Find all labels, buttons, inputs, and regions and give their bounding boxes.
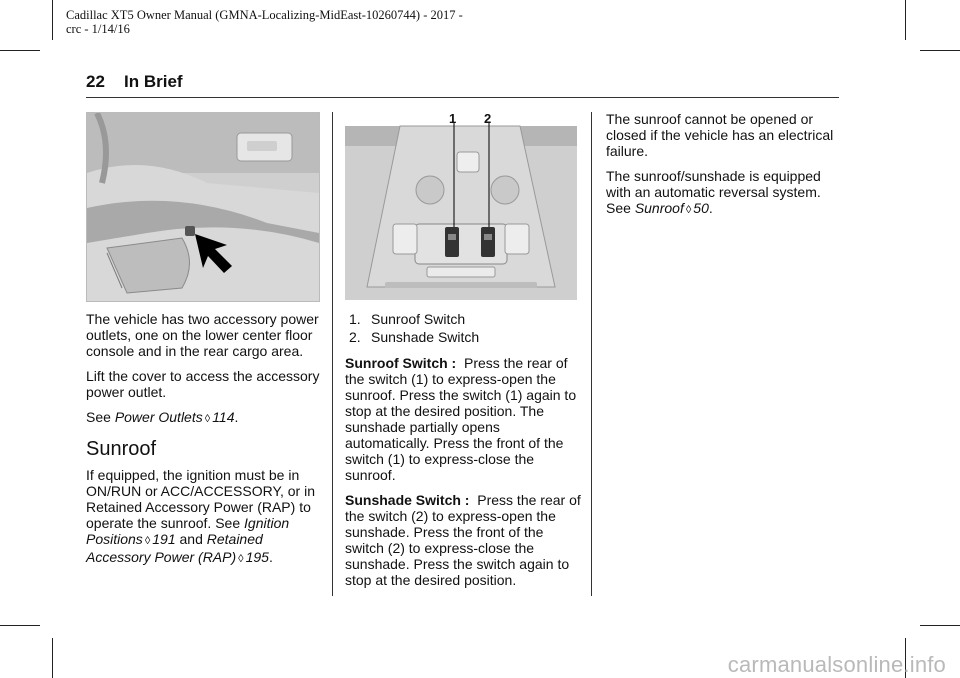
crop-mark-bl-h [0,625,40,626]
legend-text: Sunshade Switch [371,329,480,345]
reversal-system-note [606,168,838,218]
callout-2: 2 [484,111,492,126]
column-divider-2 [591,112,592,596]
sunshade-switch-paragraph [345,492,581,588]
sunroof-see-prefix: See [215,515,245,531]
crop-mark-tr-h [920,50,960,51]
page-number: 22 [86,72,105,91]
legend-item [349,311,581,327]
outlet-instruction: Lift the cover to access the accessory power outlet. [86,368,320,400]
and-text: and [175,531,207,547]
legend-number: 2. [349,329,361,345]
sunshade-switch-text: Press the rear of the switch (2) to express-open the sunshade. Press the front of the switch (2) to express-close the sunshade. Press the switch again to stop at the desired position. [345,492,581,588]
rap-link[interactable]: Retained Accessory Power (RAP) [86,531,263,565]
sunshade-switch-label: Sunshade Switch : [345,492,470,508]
legend-item [349,329,581,345]
section-title: In Brief [124,72,183,91]
sunroof-switch-label: Sunroof Switch : [345,355,457,371]
crop-mark-tl-h [0,50,40,51]
page-ref-icon: ◊ [144,535,151,547]
sunroof-heading: Sunroof [86,438,157,460]
print-header-line-1: Cadillac XT5 Owner Manual (GMNA-Localizing-MidEast-10260744) - 2017 - [66,8,463,22]
column-1-text [86,311,326,576]
see-suffix: . [234,409,239,425]
legend-text: Sunroof Switch [371,311,466,327]
page-ref-icon: ◊ [685,204,692,216]
sunroof-switch-paragraph [345,355,581,483]
sunroof-requirement-text: If equipped, the ignition must be in ON/RUN or ACC/ACCESSORY, or in Retained Accessory Power (RAP) to operate the sunroof. [86,467,315,531]
print-header [66,8,586,36]
ignition-positions-link[interactable]: Ignition Positions [86,515,290,547]
column-2-text [345,311,581,597]
outlet-description: The vehicle has two accessory power outlets, one on the lower center floor console and in the rear cargo area. [86,311,319,359]
page-heading [86,72,183,92]
sunroof-requirement [86,467,326,567]
legend-number: 1. [349,311,361,327]
column-divider-1 [332,112,333,596]
sunroof-page[interactable]: 50 [693,200,709,216]
power-outlet-photo [86,112,320,302]
watermark: carmanualsonline.info [727,652,946,677]
overhead-console-illustration [345,112,577,300]
rap-page[interactable]: 195 [245,549,269,565]
power-outlets-page[interactable]: 114 [212,409,235,425]
sunroof-see-suffix: . [268,549,273,565]
reversal-system-text: The sunroof/sunshade is equipped with an automatic reversal system. [606,168,821,200]
console-illustration [87,113,319,301]
sunroof-link[interactable]: Sunroof [634,200,684,216]
page-ref-icon: ◊ [204,413,211,425]
crop-mark-tl-v [52,0,53,40]
crop-mark-tr-v [905,0,906,40]
print-header-line-2: crc - 1/14/16 [66,22,130,36]
crop-mark-bl-v [52,638,53,678]
electrical-failure-note: The sunroof cannot be opened or closed if the vehicle has an electrical failure. [606,111,834,159]
crop-mark-br-h [920,625,960,626]
figure-legend [349,311,581,345]
sunroof-see-prefix: See [606,200,635,216]
sunroof-see-suffix: . [708,200,713,216]
ignition-positions-page[interactable]: 191 [152,531,176,547]
power-outlets-link[interactable]: Power Outlets [114,409,203,425]
see-prefix: See [86,409,115,425]
overhead-console-photo [345,112,577,300]
sunroof-switch-text: Press the rear of the switch (1) to express-open the sunroof. Press the switch (1) again to stop at the desired position. The sunshade partially opens automatically. Press the front of the switch (1) to express-close the sunroof. [345,355,577,483]
column-3-text [606,111,838,227]
outlet-see-reference [86,409,326,427]
callout-1: 1 [449,111,457,126]
page-ref-icon: ◊ [238,553,244,565]
heading-rule [86,97,839,98]
